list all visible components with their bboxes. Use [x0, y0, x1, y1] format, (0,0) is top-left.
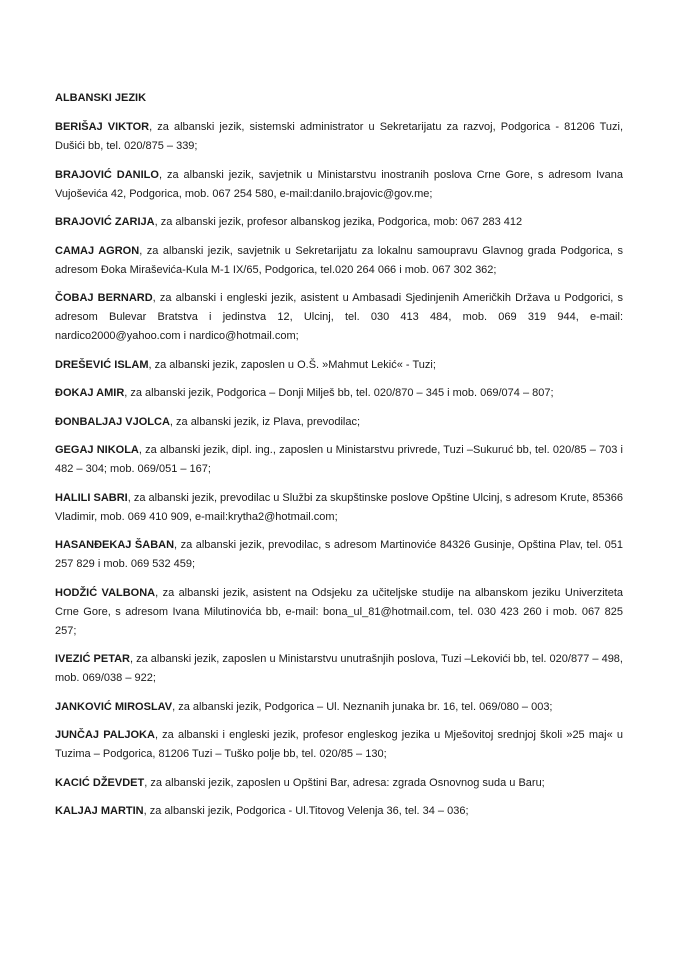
translator-name: ĐOKAJ AMIR	[55, 387, 125, 399]
translator-entry	[55, 584, 623, 641]
translator-details: , za albanski jezik, iz Plava, prevodilac;	[169, 415, 361, 428]
translator-name: ČOBAJ BERNARD	[55, 292, 153, 304]
translator-entry	[55, 213, 623, 232]
translator-name: JUNČAJ PALJOKA	[55, 729, 155, 741]
translator-details: , za albanski jezik, savjetnik u Ministarstvu inostranih poslova Crne Gore, s adresom Ivana Vujoševića 42, Podgorica, mob. 067 254 580, e-mail:danilo.brajovic@gov.me;	[55, 168, 624, 200]
translator-entry	[55, 441, 623, 479]
translator-entry	[55, 774, 623, 793]
translator-details: , za albanski jezik, zaposlen u Ministarstvu unutrašnjih poslova, Tuzi –Lekovići bb, tel. 020/877 – 498, mob. 069/038 – 922;	[55, 653, 623, 684]
translator-details: , za albanski jezik, dipl. ing., zaposlen u Ministarstvu privrede, Tuzi –Sukuruć bb, tel. 020/85 – 703 i 482 – 304; mob. 069/051 – 167;	[55, 444, 623, 475]
translator-details: , za albanski jezik, zaposlen u O.Š. »Mahmut Lekić« - Tuzi;	[148, 358, 436, 371]
translator-name: HODŽIĆ VALBONA	[55, 586, 156, 599]
translator-entry	[55, 802, 623, 821]
translator-entry	[55, 356, 623, 375]
section-heading: ALBANSKI JEZIK	[55, 92, 147, 104]
translator-entry	[55, 489, 623, 527]
translator-entry	[55, 650, 623, 688]
translator-entry	[55, 536, 623, 574]
translator-name: HALILI SABRI	[55, 491, 128, 504]
translator-name: KACIĆ DŽEVDET	[55, 776, 145, 789]
translator-entry	[55, 289, 623, 346]
entry-list	[55, 118, 623, 821]
translator-name: IVEZIĆ PETAR	[55, 653, 130, 665]
translator-name: BRAJOVIĆ DANILO	[55, 168, 159, 181]
translator-details: , za albanski jezik, asistent na Odsjeku za učiteljske studije na albanskom jeziku Univerziteta Crne Gore, s adresom Ivana Milutinovića bb, e-mail: bona_ul_81@hotmail.com, tel. 030 423 260 i mob. 067 825 257;	[55, 586, 623, 637]
translator-name: BRAJOVIĆ ZARIJA	[55, 216, 155, 228]
translator-name: JANKOVIĆ MIROSLAV	[55, 700, 173, 713]
translator-details: , za albanski i engleski jezik, asistent u Ambasadi Sjedinjenih Američkih Država u Podgorici, s adresom Bulevar Bratstva i jedinstva 12, Ulcinj, tel. 030 413 484, mob. 069 319 944, e-mail: nardico2000@yahoo.com i nardico@hotmail.com;	[55, 292, 624, 342]
translator-entry	[55, 413, 623, 432]
translator-entry	[55, 698, 623, 717]
translator-details: , za albanski jezik, Podgorica – Ul. Neznanih junaka br. 16, tel. 069/080 – 003;	[172, 700, 553, 713]
translator-name: ĐONBALJAJ VJOLCA	[55, 415, 170, 428]
translator-entry	[55, 384, 623, 403]
translator-details: , za albanski jezik, prevodilac u Službi za skupštinske poslove Opštine Ulcinj, s adresom Krute, 85366 Vladimir, mob. 069 410 909, e-mail:krytha2@hotmail.com;	[55, 491, 623, 523]
translator-details: , za albanski jezik, prevodilac, s adresom Martinoviće 84326 Gusinje, Opština Plav, tel. 051 257 829 i mob. 069 532 459;	[55, 539, 623, 570]
translator-entry	[55, 726, 623, 764]
translator-name: BERIŠAJ VIKTOR	[55, 121, 150, 133]
translator-name: KALJAJ MARTIN	[55, 805, 144, 817]
translator-details: , za albanski jezik, profesor albanskog jezika, Podgorica, mob: 067 283 412	[154, 216, 523, 228]
translator-details: , za albanski jezik, Podgorica - Ul.Titovog Velenja 36, tel. 34 – 036;	[143, 805, 469, 817]
translator-name: GEGAJ NIKOLA	[55, 444, 139, 456]
document-page	[55, 89, 623, 831]
translator-details: , za albanski jezik, Podgorica – Donji Milješ bb, tel. 020/870 – 345 i mob. 069/074 – 807;	[124, 387, 554, 399]
translator-entry	[55, 118, 623, 156]
translator-entry	[55, 166, 623, 204]
translator-name: HASANĐEKAJ ŠABAN	[55, 539, 175, 551]
translator-details: , za albanski i engleski jezik, profesor engleskog jezika u Mješovitoj srednjoj školi »25 maj« u Tuzima – Podgorica, 81206 Tuzi – Tuško polje bb, tel. 020/85 – 130;	[55, 729, 623, 760]
translator-details: , za albanski jezik, zaposlen u Opštini Bar, adresa: zgrada Osnovnog suda u Baru;	[144, 776, 545, 789]
translator-details: , za albanski jezik, savjetnik u Sekretarijatu za lokalnu samoupravu Glavnog grada Podgorica, s adresom Đoka Miraševića-Kula M-1 IX/65, Podgorica, tel.020 264 066 i mob. 067 302 362;	[55, 244, 623, 276]
translator-name: DREŠEVIĆ ISLAM	[55, 358, 149, 371]
translator-details: , za albanski jezik, sistemski administrator u Sekretarijatu za razvoj, Podgorica - 81206 Tuzi, Dušići bb, tel. 020/875 – 339;	[55, 121, 623, 152]
translator-entry	[55, 242, 623, 280]
translator-name: CAMAJ AGRON	[55, 244, 140, 257]
